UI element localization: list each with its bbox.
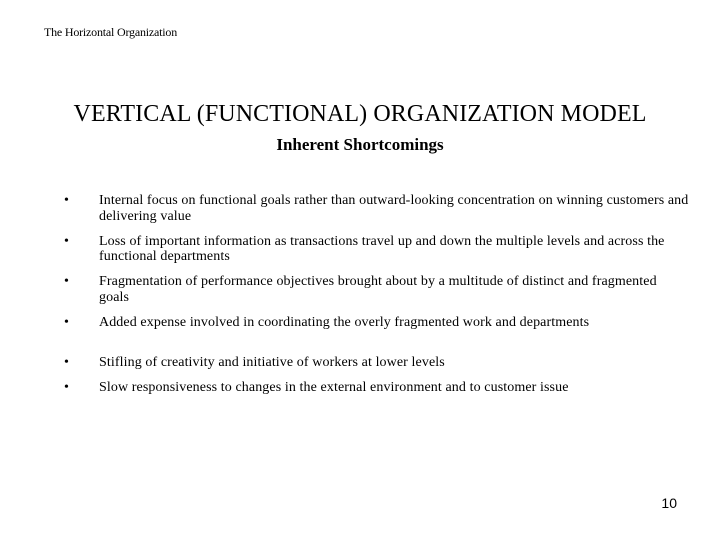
list-item [0,234,720,275]
bullet-text: Internal focus on functional goals rather than outward-looking concentration on winning customers and delivering value [99,193,689,224]
page-number: 10 [661,495,677,511]
list-item [0,355,720,380]
bullet-text: Slow responsiveness to changes in the external environment and to customer issue [99,380,569,395]
bullet-list [0,193,720,405]
slide-subtitle: Inherent Shortcomings [276,135,444,154]
list-item [0,274,720,315]
bullet-dot-icon: • [64,193,69,208]
bullet-text: Stifling of creativity and initiative of workers at lower levels [99,355,445,370]
header-text: The Horizontal Organization [44,25,177,39]
bullet-dot-icon: • [64,355,69,370]
bullet-text: Fragmentation of performance objectives brought about by a multitude of distinct and fragmented goals [99,274,657,305]
list-item [0,193,720,234]
list-item [0,315,720,356]
bullet-dot-icon: • [64,274,69,289]
bullet-dot-icon: • [64,233,69,249]
bullet-dot-icon: • [64,314,69,330]
bullet-text: Added expense involved in coordinating the overly fragmented work and departments [99,314,590,330]
slide-title: VERTICAL (FUNCTIONAL) ORGANIZATION MODEL [73,101,647,127]
bullet-text: Loss of important information as transactions travel up and down the multiple levels and across the functional departments [99,233,665,264]
list-item [0,380,720,405]
bullet-dot-icon: • [64,380,69,395]
